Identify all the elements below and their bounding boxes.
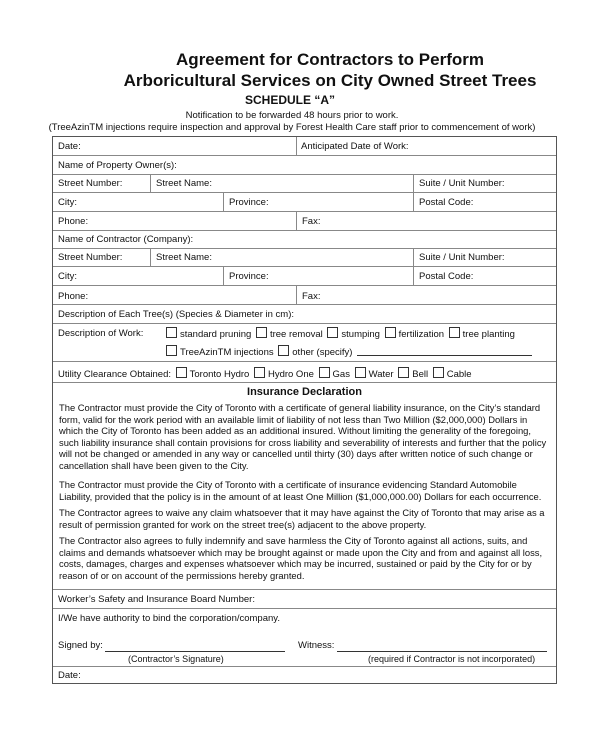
- bell-checkbox[interactable]: [398, 367, 409, 378]
- contractor-postal-code-label[interactable]: Postal Code:: [419, 271, 474, 282]
- toronto-hydro-checkbox[interactable]: [176, 367, 187, 378]
- contractor-phone-label[interactable]: Phone:: [58, 291, 89, 302]
- contractor-suite-label[interactable]: Suite / Unit Number:: [419, 252, 505, 263]
- contractor-street-name-label[interactable]: Street Name:: [156, 252, 212, 263]
- standard-pruning-checkbox[interactable]: [166, 327, 177, 338]
- insurance-paragraph-4: The Contractor also agrees to fully indemnify and save harmless the City of Toronto against all actions, suits, and claims and demands whatsoever which may be brought against or made upon the City and from and against all loss, costs, damages, charges and expenses whatsoever which may be incurred, sustained or paid by the City for or by reason of or on account of the permissions hereby granted.: [59, 535, 543, 581]
- work-description-label: Description of Work:: [58, 328, 144, 339]
- row-contractor: [53, 231, 556, 249]
- contractor-signature-line[interactable]: [105, 651, 285, 652]
- cable-option[interactable]: Cable: [433, 369, 474, 380]
- hydro-one-checkbox[interactable]: [254, 367, 265, 378]
- owner-fax-label[interactable]: Fax:: [302, 216, 321, 227]
- owner-suite-label[interactable]: Suite / Unit Number:: [419, 178, 505, 189]
- row-contractor-phone: [53, 286, 556, 305]
- agreement-form: [52, 136, 557, 684]
- treeazin-option[interactable]: TreeAzinTM injections: [166, 347, 276, 358]
- row-owner-address: [53, 175, 556, 193]
- treeazin-checkbox[interactable]: [166, 345, 177, 356]
- owner-city-label[interactable]: City:: [58, 197, 77, 208]
- inspection-note: (TreeAzinTM injections require inspection and approval by Forest Health Care staff prior to commencement of work): [48, 122, 536, 133]
- authority-statement: I/We have authority to bind the corporation/company.: [58, 613, 280, 624]
- contractor-fax-label[interactable]: Fax:: [302, 291, 321, 302]
- tree-removal-checkbox[interactable]: [256, 327, 267, 338]
- insurance-paragraph-3: The Contractor agrees to waive any claim whatsoever that it may have against the City of Toronto that may arise as a result of permission granted for work on the street tree(s) adjacent to the above property.: [59, 507, 545, 530]
- row-work: [53, 324, 556, 362]
- contractor-province-label[interactable]: Province:: [229, 271, 269, 282]
- fertilization-checkbox[interactable]: [385, 327, 396, 338]
- row-owner-city: [53, 193, 556, 212]
- other-option[interactable]: other (specify): [278, 347, 354, 358]
- anticipated-date-label[interactable]: Anticipated Date of Work:: [301, 141, 409, 152]
- stumping-checkbox[interactable]: [327, 327, 338, 338]
- trees-description-label[interactable]: Description of Each Tree(s) (Species & Diameter in cm):: [58, 309, 294, 320]
- insurance-section: [53, 383, 556, 590]
- stumping-option[interactable]: stumping: [327, 329, 382, 340]
- tree-removal-option[interactable]: tree removal: [256, 329, 325, 340]
- gas-checkbox[interactable]: [319, 367, 330, 378]
- contractor-name-label[interactable]: Name of Contractor (Company):: [58, 234, 194, 245]
- insurance-paragraph-2: The Contractor must provide the City of Toronto with a certificate of insurance evidencing Standard Automobile Liability, provided that the policy is in the amount of at least One Million ($1,000,000.00) Dollars for each occurrence.: [59, 479, 542, 502]
- signed-by-label: Signed by:: [58, 640, 103, 651]
- date-label: Date:: [58, 141, 81, 152]
- witness-label: Witness:: [298, 640, 335, 651]
- row-trees: [53, 305, 556, 324]
- owner-street-name-label[interactable]: Street Name:: [156, 178, 212, 189]
- document-subtitle: Arboricultural Services on City Owned Street Trees: [123, 71, 537, 90]
- row-owner: [53, 156, 556, 175]
- hydro-one-option[interactable]: Hydro One: [254, 369, 316, 380]
- contractor-signature-caption: (Contractor’s Signature): [128, 654, 224, 664]
- row-contractor-city: [53, 267, 556, 286]
- document-title: Agreement for Contractors to Perform: [176, 50, 484, 69]
- owner-name-label[interactable]: Name of Property Owner(s):: [58, 160, 177, 171]
- water-checkbox[interactable]: [355, 367, 366, 378]
- contractor-city-label[interactable]: City:: [58, 271, 77, 282]
- notification-note: Notification to be forwarded 48 hours prior to work.: [185, 110, 399, 121]
- row-wsib: [53, 590, 556, 609]
- contractor-street-number-label[interactable]: Street Number:: [58, 252, 123, 263]
- water-option[interactable]: Water: [355, 369, 396, 380]
- row-owner-phone: [53, 212, 556, 231]
- witness-signature-line[interactable]: [337, 651, 547, 652]
- insurance-paragraph-1: The Contractor must provide the City of Toronto with a certificate of general liability insurance, on the City’s standard form, valid for the work period with an available limit of liability of not less than Two Million ($2,000,000) Dollars in which the City of Toronto has been added as an additional insured. Without limiting the generality of the foregoing, such liability insurance shall contain provisions for cross liability and severability of interests and further that the policy will not be changed or amended in any way or cancelled until thirty (30) days after written notice of such change or cancellation shall have been given to the City.: [59, 402, 547, 471]
- owner-phone-label[interactable]: Phone:: [58, 216, 89, 227]
- row-date: [53, 137, 556, 156]
- schedule-label: SCHEDULE “A”: [244, 93, 335, 107]
- tree-planting-checkbox[interactable]: [449, 327, 460, 338]
- insurance-heading: Insurance Declaration: [247, 386, 362, 398]
- standard-pruning-option[interactable]: standard pruning: [166, 329, 253, 340]
- fertilization-option[interactable]: fertilization: [385, 329, 446, 340]
- signature-section: [53, 609, 556, 667]
- row-sign-date: [53, 667, 556, 684]
- other-checkbox[interactable]: [278, 345, 289, 356]
- owner-street-number-label[interactable]: Street Number:: [58, 178, 123, 189]
- owner-province-label[interactable]: Province:: [229, 197, 269, 208]
- owner-postal-code-label[interactable]: Postal Code:: [419, 197, 474, 208]
- witness-note: (required if Contractor is not incorporated): [368, 654, 536, 664]
- gas-option[interactable]: Gas: [319, 369, 352, 380]
- cable-checkbox[interactable]: [433, 367, 444, 378]
- tree-planting-option[interactable]: tree planting: [449, 329, 517, 340]
- wsib-label[interactable]: Worker’s Safety and Insurance Board Number:: [58, 594, 255, 605]
- bell-option[interactable]: Bell: [398, 369, 430, 380]
- utility-label: Utility Clearance Obtained:: [58, 369, 171, 380]
- row-utility: [53, 362, 556, 383]
- row-contractor-address: [53, 249, 556, 267]
- sign-date-label[interactable]: Date:: [58, 670, 81, 681]
- toronto-hydro-option[interactable]: Toronto Hydro: [176, 369, 252, 380]
- other-specify-line[interactable]: [357, 355, 532, 356]
